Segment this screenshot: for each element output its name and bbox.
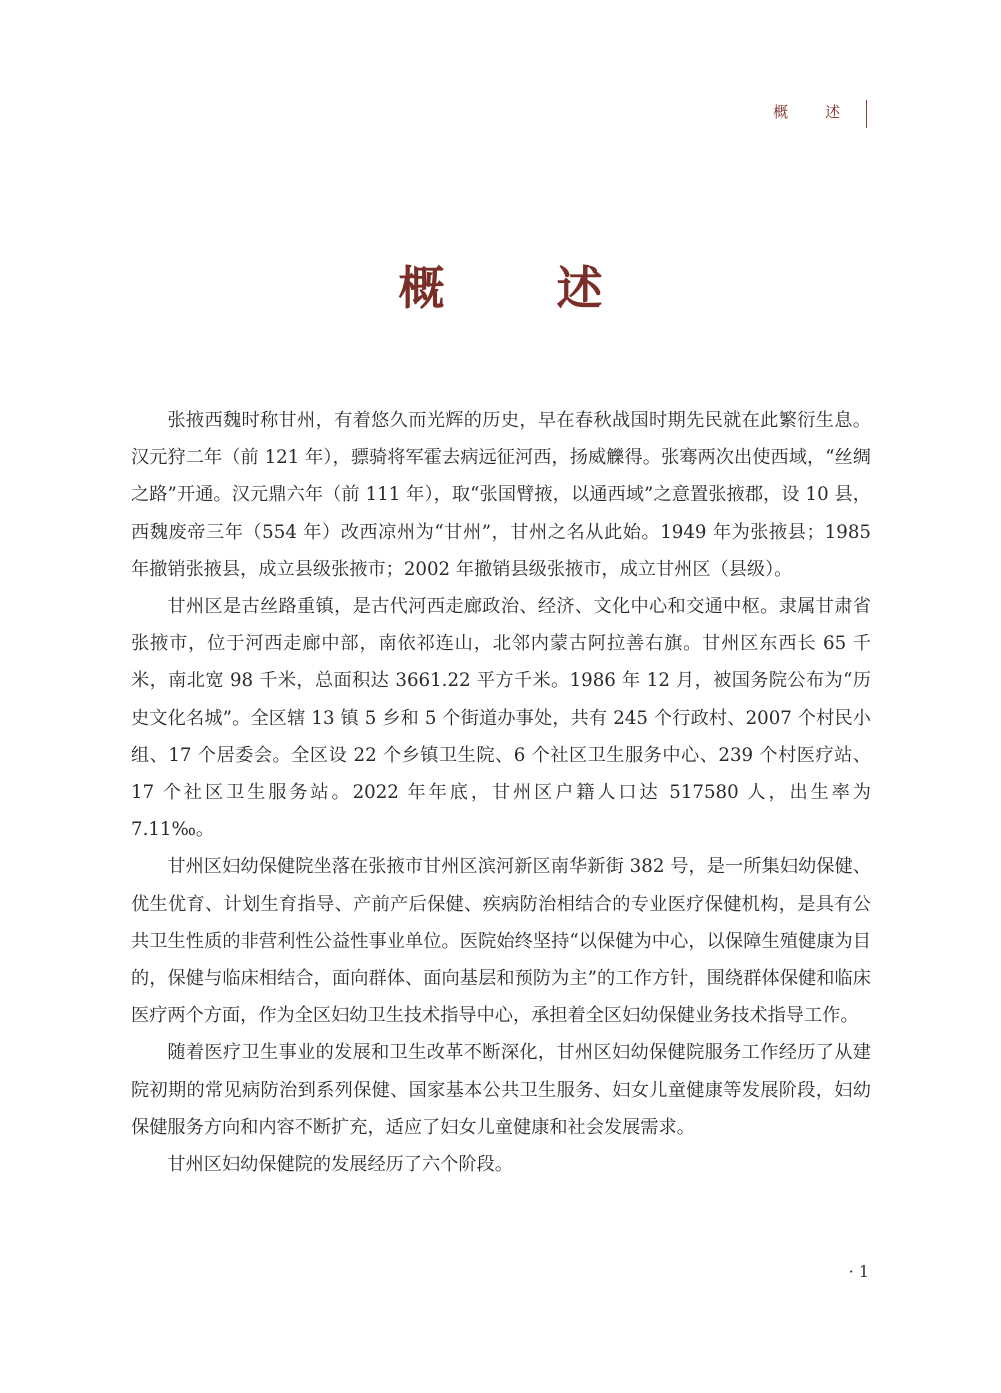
chapter-title: 概 述	[398, 261, 651, 315]
paragraph: 甘州区妇幼保健院坐落在张掖市甘州区滨河新区南华新街 382 号，是一所集妇幼保健、优生优育、计划生育指导、产前产后保健、疾病防治相结合的专业医疗保健机构，是具有公共卫生性质的非营利性公益性事业单位。医院始终坚持“以保健为中心，以保障生殖健康为目的，保健与临床相结合，面向群体、面向基层和预防为主”的工作方针，围绕群体保健和临床医疗两个方面，作为全区妇幼卫生技术指导中心，承担着全区妇幼保健业务技术指导工作。	[131, 856, 871, 1027]
paragraph: 甘州区是古丝路重镇，是古代河西走廊政治、经济、文化中心和交通中枢。隶属甘肃省张掖市，位于河西走廊中部，南依祁连山，北邻内蒙古阿拉善右旗。甘州区东西长 65 千米，南北宽 98 千米，总面积达 3661.22 平方千米。1986 年 12 月，被国务院公布为“历史文化名城”。全区辖 13 镇 5 乡和 5 个街道办事处，共有 245 个行政村、2007 个村民小组、17 个居委会。全区设 22 个乡镇卫生院、6 个社区卫生服务中心、239 个村医疗站、17 个社区卫生服务站。2022 年年底，甘州区户籍人口达 517580 人，出生率为 7.11‰。	[131, 596, 871, 841]
running-head: 概 述	[773, 100, 867, 128]
page-number: · 1	[848, 1262, 869, 1281]
body-text	[131, 402, 871, 1183]
paragraph: 张掖西魏时称甘州，有着悠久而光辉的历史，早在春秋战国时期先民就在此繁衍生息。汉元狩二年（前 121 年），骠骑将军霍去病远征河西，扬威觻得。张骞两次出使西域，“丝绸之路”开通。汉元鼎六年（前 111 年），取“张国臂掖，以通西域”之意置张掖郡，设 10 县，西魏废帝三年（554 年）改西凉州为“甘州”，甘州之名从此始。1949 年为张掖县；1985 年撤销张掖县，成立县级张掖市；2002 年撤销县级张掖市，成立甘州区（县级）。	[131, 410, 871, 580]
paragraph: 甘州区妇幼保健院的发展经历了六个阶段。	[167, 1154, 513, 1176]
paragraph: 随着医疗卫生事业的发展和卫生改革不断深化，甘州区妇幼保健院服务工作经历了从建院初期的常见病防治到系列保健、国家基本公共卫生服务、妇女儿童健康等发展阶段，妇幼保健服务方向和内容不断扩充，适应了妇女儿童健康和社会发展需求。	[131, 1042, 871, 1138]
